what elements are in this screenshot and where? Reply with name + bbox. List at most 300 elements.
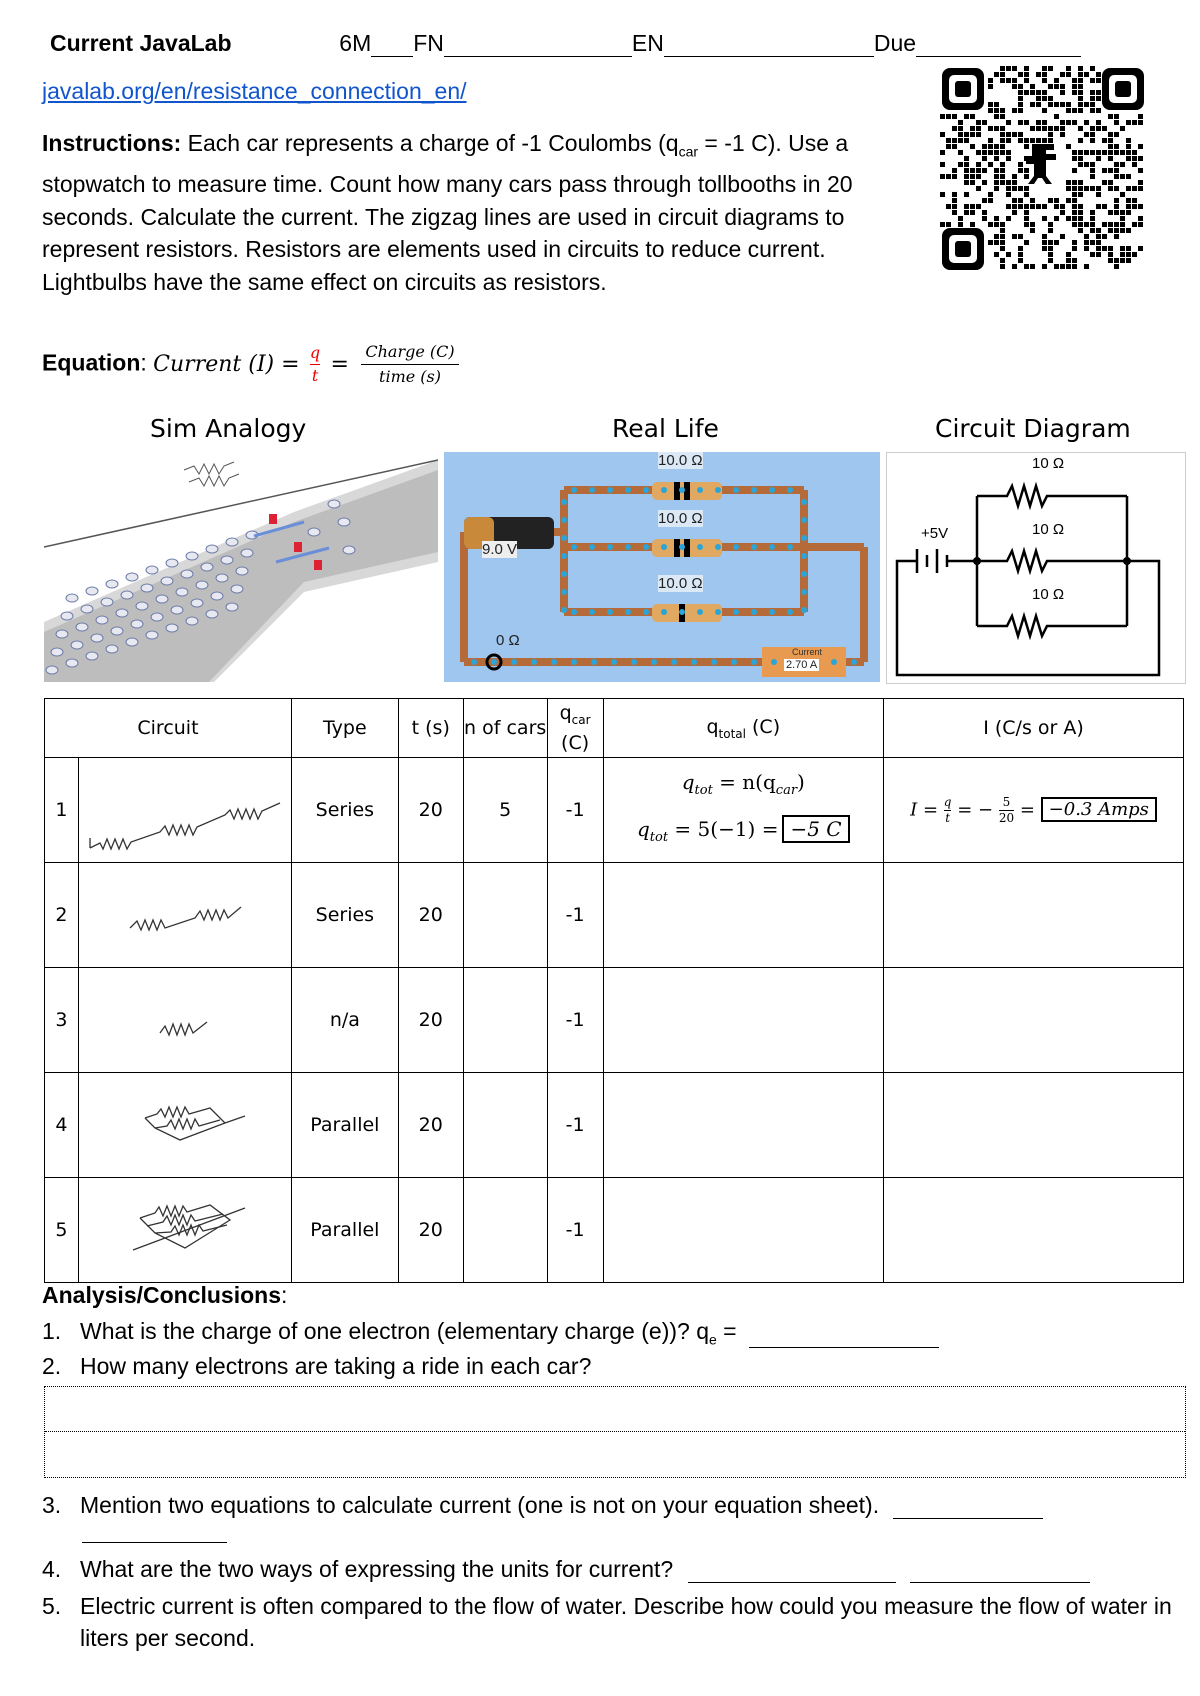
circuit-diagram-title: Circuit Diagram — [935, 414, 1131, 443]
period-blank[interactable] — [371, 34, 413, 57]
row-qtotal[interactable] — [603, 968, 884, 1073]
qr-module — [1120, 192, 1125, 197]
qr-module — [982, 144, 987, 149]
instructions-text-b: = -1 C). Use a stopwatch to measure time. Count how many cars pass through tollbooths in 20 seconds. Calculate the current. The zigzag lines are used in circuit diagrams to represent resistors. Resistors are elements used in circuits to reduce current. Lightbulbs have the same effect on circuits as resistors. — [42, 130, 853, 295]
electron-mark — [611, 659, 617, 665]
qr-module — [1030, 84, 1035, 89]
electron-mark — [787, 609, 793, 615]
row-current[interactable] — [884, 758, 1184, 863]
qr-module — [1078, 228, 1083, 233]
analysis-heading: Analysis/Conclusions: — [42, 1282, 288, 1308]
qr-module — [1090, 210, 1095, 215]
qr-module — [1078, 102, 1083, 107]
eq-num: Charge (C) — [361, 340, 458, 365]
qr-module — [1078, 84, 1083, 89]
qr-module — [1090, 132, 1095, 137]
qr-module — [982, 210, 987, 215]
car-mark — [206, 545, 218, 553]
car-mark — [96, 616, 108, 624]
qr-module — [1012, 264, 1017, 269]
answer-3-blank-b[interactable] — [82, 1542, 227, 1543]
qr-module — [1060, 102, 1065, 107]
question-1-eq: = — [716, 1318, 737, 1344]
qr-module — [994, 144, 999, 149]
qr-module — [1000, 138, 1005, 143]
qr-module — [1072, 210, 1077, 215]
qr-module — [1060, 132, 1065, 137]
eq-t: t — [311, 366, 319, 385]
qr-module — [1078, 90, 1083, 95]
row-time: 20 — [398, 758, 463, 863]
question-number: 5. — [42, 1593, 62, 1619]
qr-module — [1060, 234, 1065, 239]
car-mark — [156, 595, 168, 603]
row-number: 4 — [45, 1073, 79, 1178]
qr-module — [1132, 162, 1137, 167]
qr-module — [1000, 162, 1005, 167]
qr-module — [1018, 96, 1023, 101]
row-qtotal[interactable] — [603, 758, 884, 863]
question-5-text: Electric current is often compared to the flow of water. Describe how could you measure the flow of water in liters per second. — [80, 1593, 1172, 1651]
electron-mark — [607, 544, 613, 550]
electron-mark — [751, 544, 757, 550]
qr-module — [1024, 204, 1029, 209]
qr-module — [1138, 168, 1143, 173]
row-qtotal[interactable] — [603, 1073, 884, 1178]
qr-module — [1090, 162, 1095, 167]
car-mark — [211, 592, 223, 600]
qr-module — [1048, 258, 1053, 263]
qr-module — [1042, 246, 1047, 251]
qr-module — [964, 114, 969, 119]
qr-module — [1072, 120, 1077, 125]
equation: Equation: Current (I) = $\frac{q}{t}$ = Charge (C) time (s) — [42, 340, 459, 389]
qr-module — [940, 150, 945, 155]
qr-module — [1006, 192, 1011, 197]
qr-module — [988, 162, 993, 167]
answer-4-blank-a[interactable] — [688, 1560, 896, 1583]
charge-over-time — [361, 340, 458, 389]
qr-module — [1108, 144, 1113, 149]
qr-module — [964, 210, 969, 215]
car-mark — [66, 659, 78, 667]
qr-module — [952, 144, 957, 149]
qr-module — [1024, 174, 1029, 179]
qr-code-image — [940, 66, 1146, 272]
qr-module — [1072, 246, 1077, 251]
qr-module — [1114, 114, 1119, 119]
row-current[interactable] — [884, 863, 1184, 968]
qr-module — [1120, 246, 1125, 251]
period-label: 6M — [339, 30, 372, 56]
qr-module — [1090, 240, 1095, 245]
qr-module — [1126, 156, 1131, 161]
row-cars[interactable] — [463, 1178, 547, 1283]
row-current[interactable] — [884, 1073, 1184, 1178]
qr-module — [958, 132, 963, 137]
electron-mark — [691, 659, 697, 665]
qr-module — [1048, 132, 1053, 137]
car-mark — [226, 538, 238, 546]
question-4-text: What are the two ways of expressing the units for current? — [80, 1556, 674, 1582]
qr-module — [1006, 180, 1011, 185]
qr-module — [1114, 258, 1119, 263]
qr-module — [1108, 168, 1113, 173]
qr-module — [1048, 126, 1053, 131]
car-mark — [141, 584, 153, 592]
last-name-blank[interactable] — [664, 34, 874, 57]
qr-module — [1072, 156, 1077, 161]
qr-module — [1018, 138, 1023, 143]
electron-mark — [733, 609, 739, 615]
qr-module — [1138, 156, 1143, 161]
qr-module — [946, 114, 951, 119]
qr-module — [982, 180, 987, 185]
qr-module — [1138, 216, 1143, 221]
type-header: Type — [291, 699, 398, 758]
qr-module — [994, 180, 999, 185]
qr-module — [1108, 258, 1113, 263]
qr-module — [1090, 168, 1095, 173]
qr-module — [1048, 96, 1053, 101]
electron-mark — [715, 544, 721, 550]
qr-module — [1108, 156, 1113, 161]
qr-module — [988, 126, 993, 131]
qr-module — [1054, 78, 1059, 83]
electron-mark — [625, 609, 631, 615]
qr-module — [1024, 78, 1029, 83]
circuit-sketch-series-2 — [78, 863, 291, 968]
qr-module — [1066, 264, 1071, 269]
row-qcar: -1 — [547, 1178, 603, 1283]
qcar-header-unit: (C) — [561, 732, 590, 755]
table-row — [45, 1073, 1184, 1178]
qr-module — [1006, 216, 1011, 221]
qr-module — [1018, 108, 1023, 113]
sim-link[interactable]: javalab.org/en/resistance_connection_en/ — [42, 78, 467, 104]
qr-module — [1024, 168, 1029, 173]
qr-module — [1120, 258, 1125, 263]
qr-module — [1054, 102, 1059, 107]
qtotal-header-unit: (C) — [745, 715, 781, 738]
electron-mark — [589, 609, 595, 615]
qr-module — [1030, 102, 1035, 107]
qr-module — [1108, 246, 1113, 251]
qr-module — [1096, 234, 1101, 239]
row-qtotal[interactable] — [603, 863, 884, 968]
qr-module — [1114, 210, 1119, 215]
car-mark — [116, 609, 128, 617]
qr-module — [940, 132, 945, 137]
qr-module — [1024, 186, 1029, 191]
i-eq: = − — [957, 799, 994, 820]
qr-module — [1108, 114, 1113, 119]
qr-module — [1120, 222, 1125, 227]
qr-module — [1012, 186, 1017, 191]
qr-module — [1006, 120, 1011, 125]
qr-module — [1072, 186, 1077, 191]
qr-module — [1096, 246, 1101, 251]
qr-module — [1000, 174, 1005, 179]
car-mark — [86, 652, 98, 660]
qr-module — [1024, 66, 1029, 71]
row-cars[interactable] — [463, 968, 547, 1073]
qr-module — [1090, 186, 1095, 191]
qr-module — [994, 150, 999, 155]
qr-module — [1108, 150, 1113, 155]
table-row — [45, 1178, 1184, 1283]
qr-module — [1108, 186, 1113, 191]
circuit-diagram-image — [886, 452, 1186, 684]
electron-mark — [531, 659, 537, 665]
qr-module — [1030, 228, 1035, 233]
qtot-q2: q — [636, 817, 650, 841]
qr-module — [1006, 138, 1011, 143]
qr-module — [1054, 264, 1059, 269]
qr-module — [1018, 90, 1023, 95]
car-mark — [196, 581, 208, 589]
qr-module — [964, 168, 969, 173]
qr-module — [964, 162, 969, 167]
qr-module — [1084, 264, 1089, 269]
qr-module — [1030, 138, 1035, 143]
car-mark — [191, 599, 203, 607]
qr-module — [1036, 138, 1041, 143]
due-blank[interactable] — [916, 34, 1081, 57]
qr-module — [1042, 66, 1047, 71]
qr-module — [1036, 102, 1041, 107]
qr-module — [964, 204, 969, 209]
qr-module — [1060, 90, 1065, 95]
qr-module — [1012, 174, 1017, 179]
analysis-title: Analysis/Conclusions — [42, 1282, 282, 1308]
qr-module — [994, 186, 999, 191]
qr-module — [976, 120, 981, 125]
real-resistor-1-label: 10.0 Ω — [658, 452, 703, 469]
electron-mark — [607, 609, 613, 615]
qr-module — [1096, 186, 1101, 191]
qr-module — [1126, 252, 1131, 257]
real-life-image — [444, 452, 880, 682]
first-name-label: FN — [413, 30, 444, 56]
car-mark — [226, 603, 238, 611]
electron-mark — [801, 571, 807, 577]
real-life-title: Real Life — [612, 414, 719, 443]
qr-module — [1066, 72, 1071, 77]
qr-module — [1060, 210, 1065, 215]
qr-module — [1138, 180, 1143, 185]
qr-module — [1060, 126, 1065, 131]
row-qtotal[interactable] — [603, 1178, 884, 1283]
equation-lhs: Current (I) = — [153, 352, 300, 377]
circuit-header: Circuit — [45, 699, 292, 758]
qr-module — [952, 198, 957, 203]
qr-module — [1000, 72, 1005, 77]
car-mark — [151, 613, 163, 621]
qr-module — [1006, 150, 1011, 155]
qr-module — [952, 174, 957, 179]
qr-module — [1042, 240, 1047, 245]
question-1-sub: e — [709, 1331, 717, 1348]
row-cars[interactable] — [463, 863, 547, 968]
qr-module — [1072, 168, 1077, 173]
electron-mark — [751, 659, 757, 665]
qr-module — [1000, 126, 1005, 131]
electron-mark — [751, 487, 757, 493]
qr-module — [1096, 252, 1101, 257]
question-2-text: How many electrons are taking a ride in each car? — [80, 1353, 592, 1379]
row-type: Parallel — [291, 1178, 398, 1283]
qr-module — [1114, 204, 1119, 209]
cars-header: n of cars — [463, 699, 547, 758]
qr-module — [1000, 240, 1005, 245]
qr-module — [1072, 150, 1077, 155]
row-current[interactable] — [884, 1178, 1184, 1283]
qr-module — [1000, 258, 1005, 263]
qr-module — [1066, 258, 1071, 263]
qr-module — [1126, 210, 1131, 215]
i-eq2: = — [1019, 799, 1035, 820]
qr-module — [982, 150, 987, 155]
qr-module — [1078, 108, 1083, 113]
car-mark — [131, 620, 143, 628]
qcar-header — [547, 699, 603, 758]
row-qcar: -1 — [547, 863, 603, 968]
qr-module — [958, 126, 963, 131]
qr-module — [1036, 120, 1041, 125]
qr-module — [1054, 114, 1059, 119]
qr-module — [988, 102, 993, 107]
qr-module — [1120, 150, 1125, 155]
qr-module — [1024, 222, 1029, 227]
car-mark — [56, 630, 68, 638]
electron-mark — [607, 487, 613, 493]
qr-module — [1042, 216, 1047, 221]
row-time: 20 — [398, 863, 463, 968]
qr-module — [1048, 246, 1053, 251]
qr-module — [1090, 252, 1095, 257]
car-mark — [71, 641, 83, 649]
qr-module — [1066, 108, 1071, 113]
qr-module — [1120, 126, 1125, 131]
answer-4-blank-b[interactable] — [910, 1560, 1090, 1583]
electron-mark — [589, 487, 595, 493]
electron-mark — [751, 609, 757, 615]
qr-module — [1042, 90, 1047, 95]
car-mark — [166, 624, 178, 632]
qr-module — [1096, 96, 1101, 101]
real-resistor-2-label: 10.0 Ω — [658, 510, 703, 527]
qr-module — [1114, 234, 1119, 239]
qr-module — [1138, 144, 1143, 149]
row-cars[interactable]: 5 — [463, 758, 547, 863]
answer-1-blank[interactable] — [749, 1325, 939, 1348]
qr-module — [1048, 228, 1053, 233]
answer-2-box[interactable] — [44, 1386, 1186, 1478]
qr-module — [994, 72, 999, 77]
diagram-resistor-2-label: 10 Ω — [1032, 521, 1065, 538]
qr-module — [1108, 228, 1113, 233]
qr-module — [1042, 204, 1047, 209]
qr-module — [952, 192, 957, 197]
electron-mark — [561, 553, 567, 559]
worksheet-header — [50, 30, 1081, 57]
qr-module — [1012, 180, 1017, 185]
qr-module — [1114, 144, 1119, 149]
qr-module — [1108, 210, 1113, 215]
qr-module — [982, 156, 987, 161]
electron-mark — [697, 609, 703, 615]
qr-module — [1126, 138, 1131, 143]
qr-module — [970, 168, 975, 173]
qr-module — [1078, 96, 1083, 101]
qr-module — [1036, 96, 1041, 101]
qr-module — [1084, 162, 1089, 167]
qr-module — [970, 114, 975, 119]
first-name-blank[interactable] — [444, 34, 632, 57]
qr-module — [1018, 132, 1023, 137]
qr-module — [994, 168, 999, 173]
qr-module — [976, 132, 981, 137]
answer-3-blank-a[interactable] — [893, 1496, 1043, 1519]
qr-module — [1114, 186, 1119, 191]
qr-module — [1072, 216, 1077, 221]
qr-module — [1042, 78, 1047, 83]
qr-module — [1018, 168, 1023, 173]
question-3 — [42, 1492, 1172, 1519]
qr-module — [970, 222, 975, 227]
circuit-sketch-parallel-2 — [78, 1073, 291, 1178]
qr-module — [1024, 240, 1029, 245]
electron-mark — [733, 544, 739, 550]
qr-module — [1060, 204, 1065, 209]
qr-module — [1090, 126, 1095, 131]
question-2 — [42, 1353, 591, 1380]
electron-mark — [715, 609, 721, 615]
qr-module — [1126, 246, 1131, 251]
qr-module — [1102, 168, 1107, 173]
qr-module — [1066, 198, 1071, 203]
qr-module — [1066, 216, 1071, 221]
qr-module — [1018, 198, 1023, 203]
electron-mark — [631, 659, 637, 665]
qr-module — [1102, 204, 1107, 209]
qr-module — [1090, 150, 1095, 155]
car-mark — [206, 610, 218, 618]
qr-module — [994, 216, 999, 221]
qr-module — [1030, 204, 1035, 209]
qr-module — [1120, 228, 1125, 233]
question-3-text: Mention two equations to calculate current (one is not on your equation sheet). — [80, 1492, 880, 1518]
row-cars[interactable] — [463, 1073, 547, 1178]
instructions — [42, 127, 912, 298]
qr-module — [1126, 204, 1131, 209]
qr-module — [1060, 264, 1065, 269]
car-mark — [46, 666, 58, 674]
electron-mark — [769, 609, 775, 615]
row-current[interactable] — [884, 968, 1184, 1073]
qr-module — [1024, 264, 1029, 269]
qr-module — [1108, 132, 1113, 137]
qr-module — [1012, 204, 1017, 209]
qr-module — [1042, 120, 1047, 125]
qr-module — [1132, 252, 1137, 257]
eq-den: time (s) — [379, 367, 441, 386]
qr-module — [976, 168, 981, 173]
qr-module — [988, 240, 993, 245]
qr-module — [982, 168, 987, 173]
qr-module — [1114, 168, 1119, 173]
